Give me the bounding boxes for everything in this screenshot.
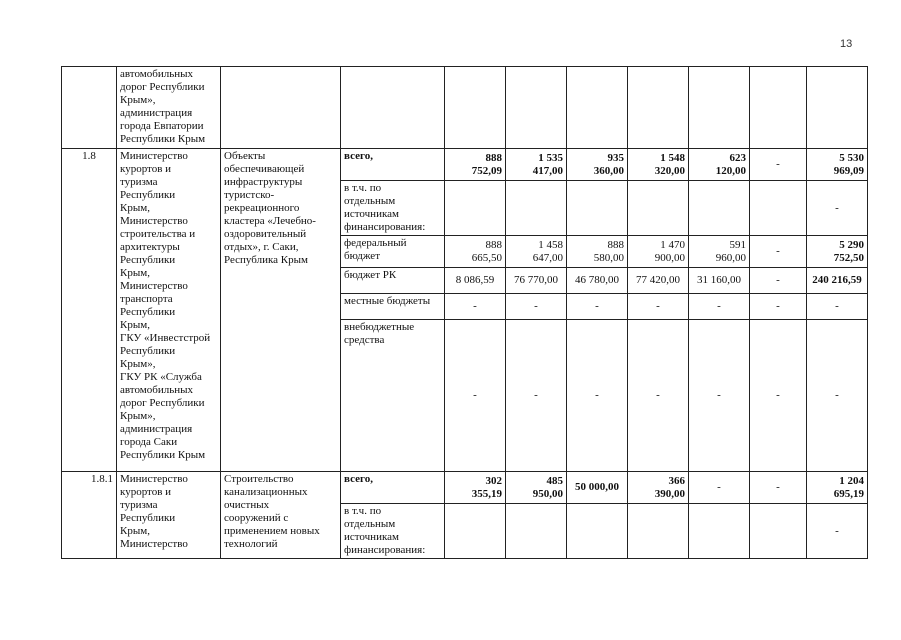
value-cell: 76 770,00 [514,274,558,286]
page-number: 13 [840,38,853,50]
value-cell: - [776,481,780,493]
total-cell: 1 204 695,19 [833,474,864,500]
total-cell: - [835,201,839,214]
value-cell: 1 548 320,00 [654,151,685,177]
source-label-cell: федеральный бюджет [341,236,445,268]
value-cell: 591 960,00 [715,238,746,264]
value-cell: 888 580,00 [593,238,624,264]
source-label-cell: местные бюджеты [341,294,445,320]
value-cell: 8 086,59 [455,274,495,286]
value-cell: - [776,300,780,312]
financing-table [61,66,868,559]
total-cell: 5 530 969,09 [833,151,864,177]
value-cell: 77 420,00 [636,274,680,286]
value-cell: - [534,300,538,312]
value-cell: - [595,300,599,312]
total-cell: - [835,389,839,401]
source-label-cell: в т.ч. по отдельным источникам финансирования: [341,181,445,236]
value-cell: - [776,158,780,170]
value-cell: 302 355,19 [471,474,502,500]
responsible-org-cell: автомобильных дорог Республики Крым», администрация города Евпатории Республики Крым [117,67,221,149]
value-cell: 623 120,00 [715,151,746,177]
source-label-cell: бюджет РК [341,268,445,294]
value-cell: 888 752,09 [471,151,502,177]
total-cell: - [835,524,839,537]
responsible-org-cell: Министерство курортов и туризма Республики Крым, Министерство [117,472,221,559]
object-cell [221,67,341,149]
total-cell: 240 216,59 [812,274,862,286]
value-cell: 50 000,00 [575,481,619,493]
row-number-cell: 1.8.1 [62,472,117,559]
object-cell: Строительство канализационных очистных сооружений с применением новых технологий [221,472,341,559]
value-cell: 485 950,00 [532,474,563,500]
value-cell: - [717,481,721,493]
value-cell: 366 390,00 [654,474,685,500]
value-cell: 935 360,00 [593,151,624,177]
value-cell: - [776,245,780,257]
value-cell: 46 780,00 [575,274,619,286]
value-cell: - [776,274,780,286]
source-label-cell: всего, [341,472,445,504]
responsible-org-cell: Министерство курортов и туризма Республики Крым, Министерство строительства и архитектуры Республики Крым, Министерство транспорта Республики Крым, ГКУ «Инвестстрой Республики Крым», ГКУ РК «Служба автомобильных дорог Республики Крым», администрация города Саки Республики Крым [117,149,221,472]
object-cell: Объекты обеспечивающей инфраструктуры туристско- рекреационного кластера «Лечебно- оздоровительный отдых», г. Саки, Республика Крым [221,149,341,472]
value-cell: - [534,389,538,401]
value-cell: 888 665,50 [471,238,502,264]
value-cell: 1 470 900,00 [654,238,685,264]
value-cell: - [776,389,780,401]
value-cell: - [595,389,599,401]
value-cell: - [717,300,721,312]
value-cell: 31 160,00 [697,274,741,286]
total-cell: - [835,300,839,312]
source-label-cell: в т.ч. по отдельным источникам финансирования: [341,504,445,559]
source-label-cell: всего, [341,149,445,181]
value-cell: - [473,300,477,312]
value-cell: 1 535 417,00 [532,151,563,177]
row-number-cell: 1.8 [62,149,117,472]
table-row [62,67,868,149]
source-label-cell: внебюджетные средства [341,320,445,472]
value-cell: - [656,300,660,312]
row-number-cell [62,67,117,149]
table-row [62,149,868,181]
total-cell: 5 290 752,50 [833,238,864,264]
value-cell: 1 458 647,00 [532,238,563,264]
table-row [62,472,868,504]
value-cell: - [473,389,477,401]
value-cell: - [717,389,721,401]
value-cell: - [656,389,660,401]
